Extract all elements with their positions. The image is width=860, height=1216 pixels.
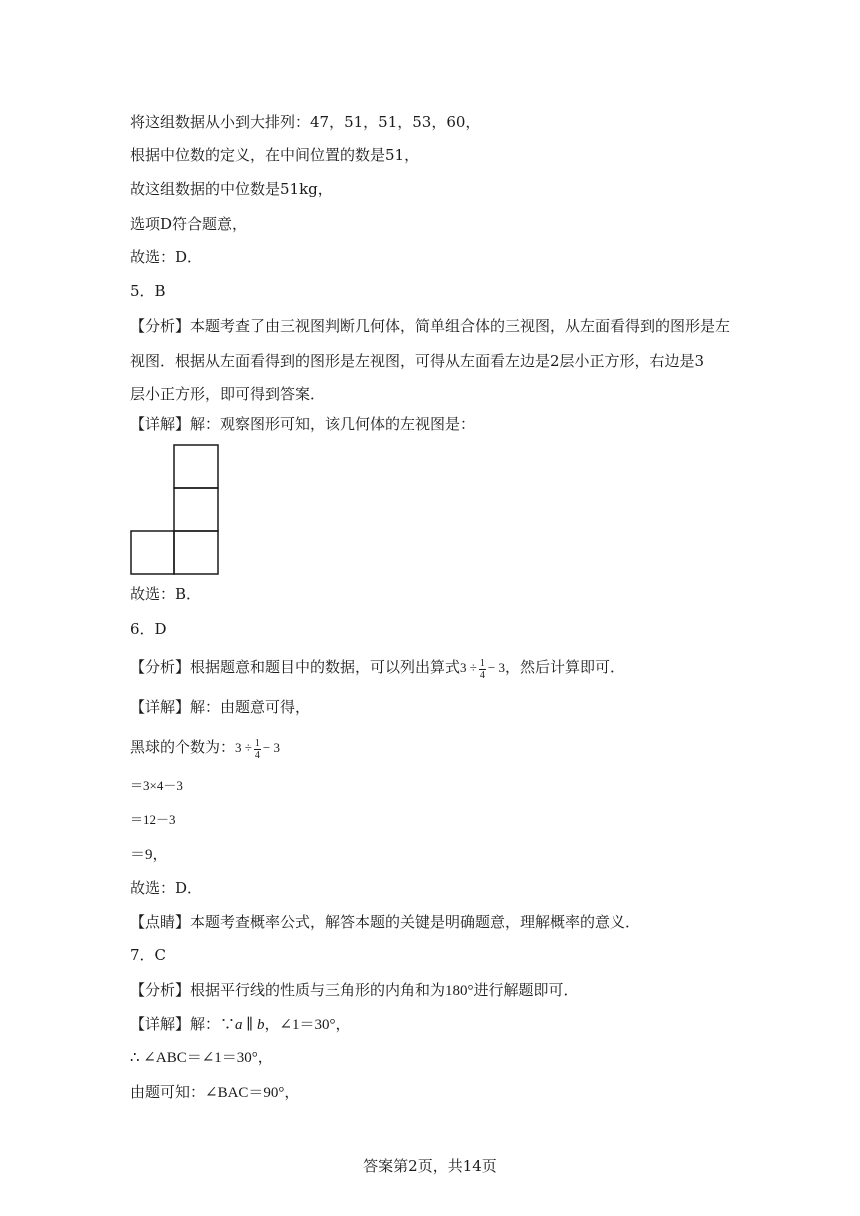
- square-bottom-left: [131, 531, 174, 574]
- q6-detail: 【详解】解：由题意可得，: [130, 698, 311, 716]
- q6-analysis-text: ，然后计算即可．: [505, 658, 626, 676]
- q7-analysis-text: 【分析】根据平行线的性质与三角形的内角和为: [130, 981, 446, 999]
- q7-analysis: [130, 980, 579, 1001]
- formula-tail: − 3: [262, 740, 280, 755]
- q7-step: [130, 1082, 299, 1103]
- fraction-numerator: 1: [254, 737, 260, 749]
- text-line: 根据中位数的定义，在中间位置的数是51，: [130, 146, 420, 164]
- left-view-figure: [130, 444, 222, 576]
- parallel-symbol: ∥: [242, 1017, 257, 1033]
- text-line: 故这组数据的中位数是51kg，: [130, 180, 333, 198]
- formula-expression: [235, 737, 280, 761]
- q6-black-count: [130, 737, 280, 761]
- q5-detail: 【详解】解：观察图形可知，该几何体的左视图是：: [130, 415, 476, 433]
- q6-step: ＝12－3: [130, 812, 176, 827]
- line-a: a: [235, 1017, 243, 1033]
- text-line: 选项D符合题意，: [130, 215, 248, 233]
- fraction: [479, 658, 486, 681]
- angle-bac: ∠BAC＝90°，: [205, 1085, 300, 1101]
- angle-1-value: ，∠1＝30°，: [264, 1017, 351, 1033]
- question-5-answer: 5．B: [130, 282, 166, 300]
- formula-expression: [460, 657, 505, 681]
- q5-analysis: 视图．根据从左面看得到的图形是左视图，可得从左面看左边是2层小正方形，右边是3: [130, 352, 705, 370]
- square-top: [174, 445, 218, 488]
- q6-step: ＝3×4－3: [130, 778, 183, 793]
- text-line: 故选：D．: [130, 248, 203, 266]
- question-6-answer: 6．D: [130, 620, 167, 638]
- fraction-denominator: 4: [479, 669, 485, 681]
- q6-analysis: [130, 657, 625, 681]
- q6-choose: 故选：D．: [130, 879, 203, 897]
- q6-analysis-text: 【分析】根据题意和题目中的数据，可以列出算式: [130, 658, 461, 676]
- q6-black-label: 黑球的个数为：: [130, 738, 236, 756]
- fraction-denominator: 4: [254, 749, 260, 761]
- q5-choose: 故选：B．: [130, 585, 202, 603]
- question-7-answer: 7．C: [130, 946, 167, 964]
- formula-lead: 3 ÷: [460, 660, 477, 675]
- square-middle: [174, 488, 218, 531]
- q7-step-label: 由题可知：: [130, 1083, 206, 1101]
- q6-step: ＝9，: [130, 847, 168, 863]
- q7-detail-text: 【详解】解：∵: [130, 1015, 236, 1033]
- fraction-numerator: 1: [479, 657, 485, 669]
- text-line: 将这组数据从小到大排列：47，51，51，53，60，: [130, 113, 481, 131]
- q7-detail: [130, 1014, 351, 1035]
- page-footer: 答案第2页，共14页: [363, 1157, 497, 1175]
- formula-lead: 3 ÷: [235, 740, 252, 755]
- degree-value: 180°: [445, 983, 474, 999]
- q7-analysis-text: 进行解题即可．: [473, 981, 579, 999]
- q6-comment: 【点睛】本题考查概率公式，解答本题的关键是明确题意，理解概率的意义．: [130, 913, 641, 931]
- q5-analysis: 【分析】本题考查了由三视图判断几何体，简单组合体的三视图，从左面看得到的图形是左: [130, 317, 731, 335]
- q5-analysis: 层小正方形，即可得到答案．: [130, 385, 326, 403]
- formula-tail: − 3: [487, 660, 505, 675]
- line-b: b: [256, 1017, 265, 1033]
- square-bottom-right: [174, 531, 218, 574]
- fraction: [254, 738, 261, 761]
- q7-step: ∴ ∠ABC＝∠1＝30°，: [130, 1050, 273, 1066]
